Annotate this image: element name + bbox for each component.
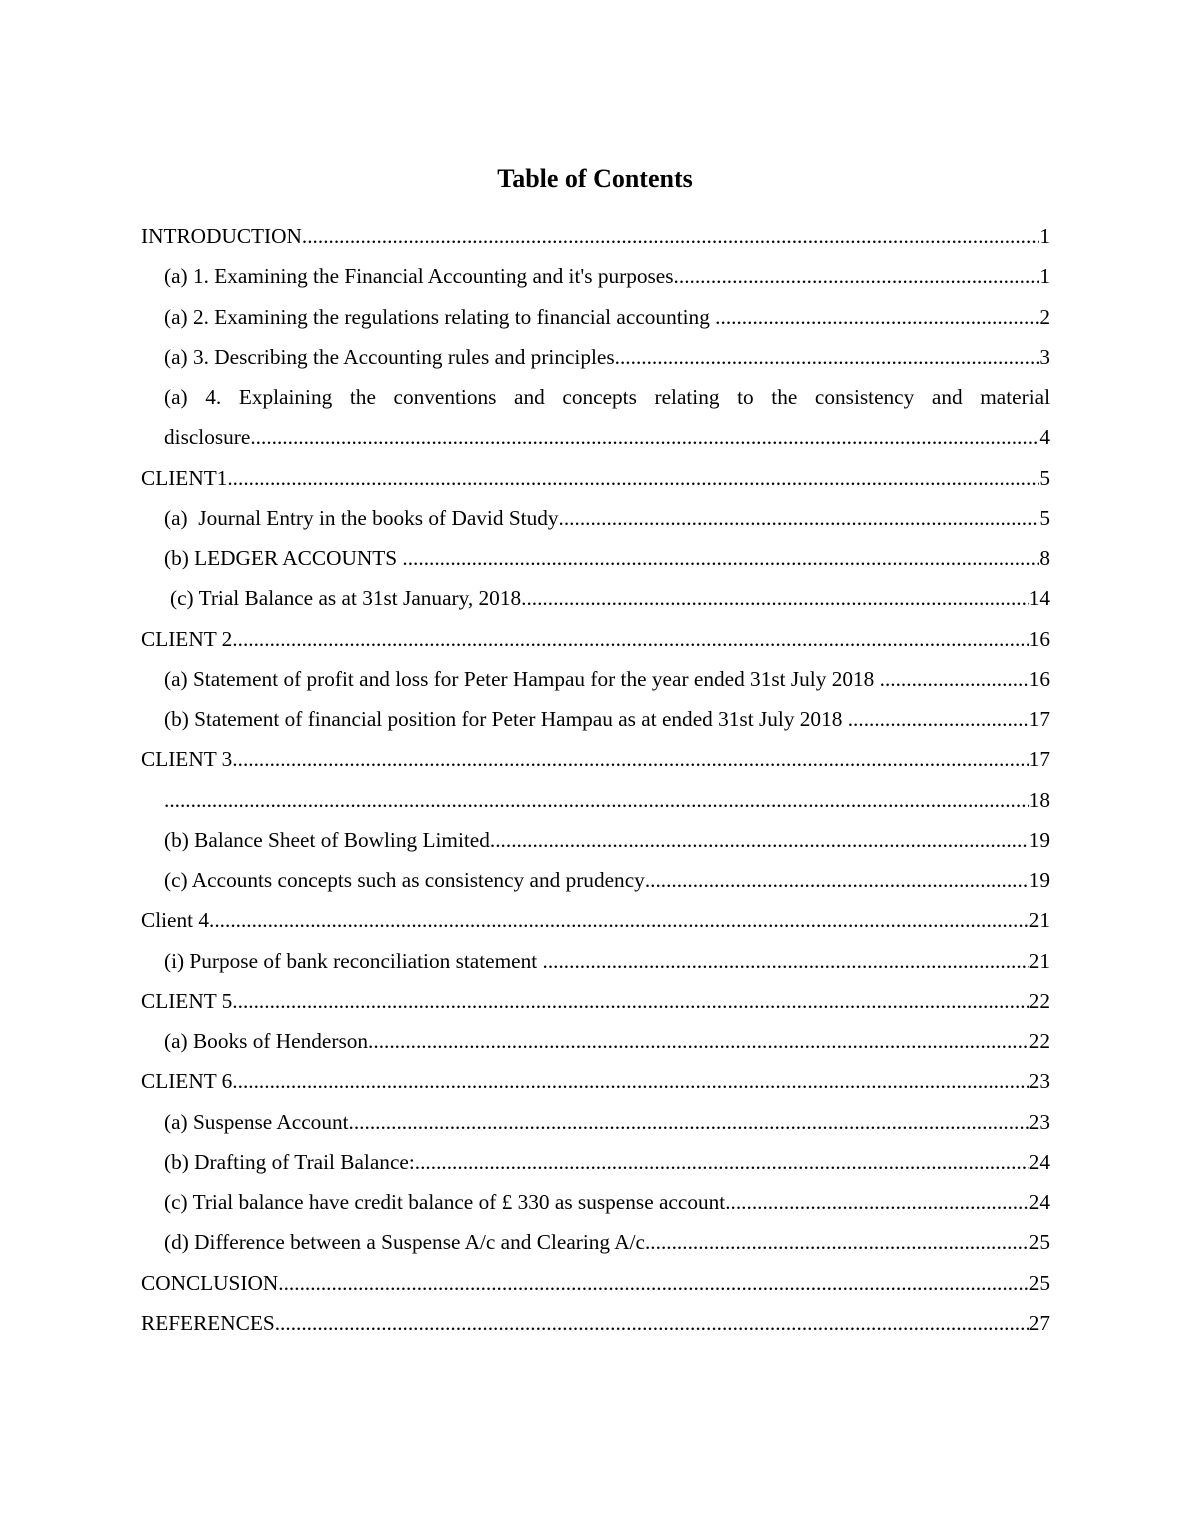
toc-entry-untitled[interactable]: [141, 780, 1050, 820]
toc-entry-title: (c) Trial Balance as at 31st January, 2018: [170, 586, 522, 611]
toc-page-number: 23: [1028, 1069, 1050, 1094]
toc-dot-leader: [490, 820, 1029, 860]
toc-dot-leader: [368, 1021, 1029, 1061]
toc-page-number: 3: [1039, 344, 1050, 369]
toc-entry-title: (c) Trial balance have credit balance of £ 330 as suspense account: [164, 1190, 726, 1214]
toc-entry-title-continued: disclosure: [164, 425, 251, 450]
toc-dot-leader: [645, 860, 1029, 900]
toc-page-number: 17: [1028, 747, 1050, 772]
toc-dot-leader: [543, 941, 1029, 981]
toc-entry-suspense-account[interactable]: [141, 1102, 1050, 1142]
toc-page-number: 8: [1039, 546, 1050, 570]
toc-entry-references[interactable]: [141, 1303, 1050, 1343]
toc-dot-leader: [209, 900, 1029, 940]
toc-page-number: 25: [1028, 1270, 1050, 1295]
toc-page-number: 18: [1028, 787, 1050, 812]
toc-page-number: 14: [1028, 586, 1050, 611]
toc-entry-title: REFERENCES: [141, 1310, 275, 1335]
toc-entry-title: (a) 1. Examining the Financial Accounting and it's purposes: [164, 264, 674, 289]
toc-entry-books-of-henderson[interactable]: [141, 1021, 1050, 1061]
toc-dot-leader: [278, 1263, 1028, 1303]
toc-entry-title: CLIENT 6: [141, 1069, 233, 1094]
toc-dot-leader: [232, 739, 1028, 779]
toc-dot-leader: [645, 1222, 1029, 1262]
toc-dot-leader: [250, 417, 1039, 457]
toc-dot-leader: [402, 538, 1039, 578]
toc-dot-leader: [415, 1142, 1029, 1182]
toc-entry-profit-and-loss[interactable]: [141, 659, 1050, 699]
page-title: Table of Contents: [497, 164, 693, 193]
table-of-contents: [141, 216, 1050, 1343]
toc-entry-introduction[interactable]: [141, 216, 1050, 256]
toc-dot-leader: [715, 297, 1039, 337]
toc-entry-title: (a) 3. Describing the Accounting rules and principles: [164, 344, 615, 369]
toc-page-number: 21: [1028, 948, 1050, 973]
toc-entry-ledger-accounts[interactable]: [141, 538, 1050, 578]
toc-entry-conventions-concepts[interactable]: [141, 377, 1050, 458]
toc-page-number: 1: [1039, 264, 1050, 289]
toc-entry-suspense-vs-clearing[interactable]: [141, 1222, 1050, 1262]
toc-page-number: 22: [1028, 988, 1050, 1013]
toc-entry-accounts-concepts[interactable]: [141, 860, 1050, 900]
toc-dot-leader: [232, 981, 1028, 1021]
toc-entry-trial-balance-credit[interactable]: [141, 1182, 1050, 1222]
toc-page-number: 5: [1039, 505, 1050, 530]
toc-page-number: 23: [1028, 1109, 1050, 1134]
toc-entry-financial-position[interactable]: [141, 699, 1050, 739]
toc-dot-leader: [275, 1303, 1029, 1343]
toc-dot-leader: [725, 1182, 1029, 1222]
toc-page-number: 4: [1039, 425, 1050, 450]
toc-entry-title: (a) Statement of profit and loss for Peter Hampau for the year ended 31st July 2018: [164, 666, 880, 691]
toc-dot-leader: [164, 780, 1029, 820]
toc-entry-title: (c) Accounts concepts such as consistency and prudency: [164, 868, 645, 892]
toc-dot-leader: [232, 1061, 1028, 1101]
toc-entry-client2[interactable]: [141, 619, 1050, 659]
toc-entry-financial-accounting-purposes[interactable]: [141, 256, 1050, 296]
toc-entry-balance-sheet-bowling[interactable]: [141, 820, 1050, 860]
toc-dot-leader: [349, 1102, 1029, 1142]
toc-entry-trial-balance-january[interactable]: [141, 578, 1050, 618]
toc-page-number: 24: [1028, 1149, 1050, 1174]
toc-entry-client3[interactable]: [141, 739, 1050, 779]
toc-entry-title: INTRODUCTION: [141, 224, 302, 248]
toc-page-number: 24: [1028, 1190, 1050, 1214]
toc-page-number: 5: [1039, 465, 1050, 490]
toc-dot-leader: [880, 659, 1029, 699]
toc-entry-client6[interactable]: [141, 1061, 1050, 1101]
toc-entry-title: (b) Statement of financial position for Peter Hampau as at ended 31st July 2018: [164, 707, 848, 731]
toc-entry-rules-principles[interactable]: [141, 337, 1050, 377]
toc-entry-journal-entry[interactable]: [141, 498, 1050, 538]
toc-dot-leader: [848, 699, 1029, 739]
toc-entry-conclusion[interactable]: [141, 1263, 1050, 1303]
toc-entry-title: (a) Suspense Account: [164, 1109, 349, 1134]
toc-entry-drafting-trail-balance[interactable]: [141, 1142, 1050, 1182]
toc-entry-title: (b) LEDGER ACCOUNTS: [164, 546, 403, 570]
toc-entry-title-line1: (a) 4. Explaining the conventions and concepts relating to the consistency and material: [164, 385, 1050, 409]
toc-entry-title: (d) Difference between a Suspense A/c and Clearing A/c: [164, 1230, 645, 1255]
toc-page-number: 21: [1028, 908, 1050, 933]
toc-entry-title: (b) Balance Sheet of Bowling Limited: [164, 827, 490, 852]
toc-dot-leader: [559, 498, 1040, 538]
toc-page-number: 1: [1039, 224, 1050, 248]
toc-entry-regulations[interactable]: [141, 297, 1050, 337]
toc-dot-leader: [521, 578, 1029, 618]
toc-entry-title: CLIENT 5: [141, 988, 233, 1013]
toc-entry-client5[interactable]: [141, 981, 1050, 1021]
toc-entry-title: CLIENT 3: [141, 747, 233, 772]
toc-entry-client1[interactable]: [141, 458, 1050, 498]
toc-page-number: 16: [1028, 626, 1050, 651]
toc-page-number: 19: [1028, 827, 1050, 852]
toc-page-number: 22: [1028, 1029, 1050, 1053]
toc-entry-title: (i) Purpose of bank reconciliation statement: [164, 948, 543, 973]
toc-page-number: 16: [1028, 666, 1050, 691]
toc-page-number: 27: [1028, 1310, 1050, 1335]
toc-entry-title: (b) Drafting of Trail Balance:: [164, 1149, 415, 1174]
toc-entry-title: (a) Books of Henderson: [164, 1029, 369, 1053]
toc-entry-title: CLIENT 2: [141, 626, 233, 651]
toc-entry-bank-reconciliation[interactable]: [141, 941, 1050, 981]
toc-entry-client4[interactable]: [141, 900, 1050, 940]
toc-entry-title: CLIENT1: [141, 465, 228, 490]
toc-entry-title: (a) 2. Examining the regulations relating to financial accounting: [164, 304, 716, 329]
toc-entry-title: CONCLUSION: [141, 1270, 279, 1295]
toc-page-number: 2: [1039, 304, 1050, 329]
toc-entry-title-line2: [164, 417, 1050, 457]
toc-dot-leader: [615, 337, 1040, 377]
toc-dot-leader: [302, 216, 1039, 256]
toc-dot-leader: [232, 619, 1028, 659]
toc-entry-title: Client 4: [141, 908, 210, 933]
toc-page-number: 25: [1028, 1230, 1050, 1255]
toc-page-number: 17: [1028, 707, 1050, 731]
toc-page-number: 19: [1028, 868, 1050, 892]
toc-dot-leader: [674, 256, 1040, 296]
toc-entry-title: (a) Journal Entry in the books of David Study: [164, 505, 559, 530]
toc-dot-leader: [227, 458, 1039, 498]
